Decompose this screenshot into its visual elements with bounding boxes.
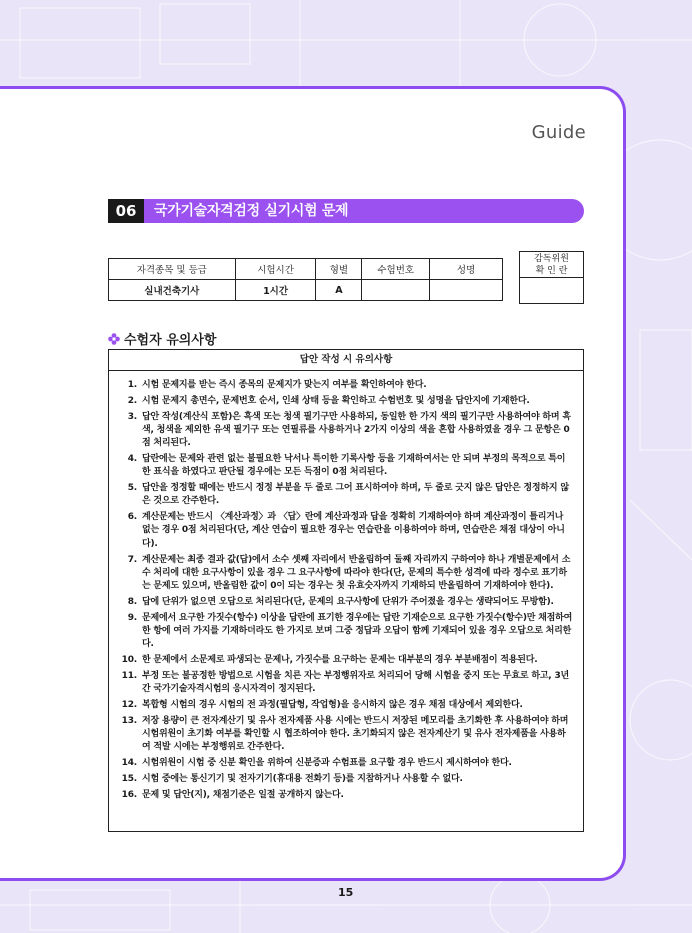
item-number: 8. [127,596,137,607]
list-item [119,511,573,551]
item-number: 11. [121,670,137,681]
value-cell-type: A [316,280,362,301]
exam-info-table [108,258,503,301]
page-number: 15 [338,886,354,899]
list-item [119,453,573,480]
list-item [119,715,573,755]
table-row [109,280,503,301]
item-text: 시험 중에는 통신기기 및 전자기기(휴대용 전화기 등)를 지참하거나 사용할 수 없다. [142,774,463,785]
inspector-label [520,252,583,278]
item-text: 답란에는 문제와 관련 없는 불필요한 낙서나 특이한 기록사항 등을 기재하여서는 안 되며 부정의 목적으로 특이한 표식을 하였다고 판단될 경우에는 모든 득점이 0점 처리된다. [142,453,566,478]
header-cell-name: 성명 [430,259,503,280]
list-item [119,612,573,652]
item-number: 5. [127,483,137,494]
list-item [119,757,573,770]
item-number: 12. [121,700,137,711]
table-header-row [109,259,503,280]
notes-heading-text: 수험자 유의사항 [124,333,217,348]
item-text: 시험위원이 시험 중 신분 확인을 위하여 신분증과 수험표를 요구할 경우 반드시 제시하여야 한다. [142,758,512,769]
guide-label: Guide [531,122,586,143]
item-number: 13. [121,715,137,726]
item-text: 한 문제에서 소문제로 파생되는 문제나, 가짓수를 요구하는 문제는 대부분의 경우 부분배점이 적용된다. [142,655,538,666]
item-number: 3. [127,411,137,422]
item-number: 4. [127,453,137,464]
header-cell-type: 형별 [316,259,362,280]
item-text: 시험 문제지 총면수, 문제번호 순서, 인쇄 상태 등을 확인하고 수험번호 및 성명을 답안지에 기재한다. [142,395,530,406]
list-item [119,379,573,392]
list-item [119,596,573,609]
header-cell-subject: 자격종목 및 등급 [109,259,236,280]
notes-list [109,371,583,802]
item-number: 2. [127,395,137,406]
value-cell-subject: 실내건축기사 [109,280,236,301]
item-text: 답에 단위가 없으면 오답으로 처리된다(단, 문제의 요구사항에 단위가 주어졌을 경우는 생략되어도 무방함). [142,596,554,607]
item-text: 부정 또는 불공정한 방법으로 시험을 치른 자는 부정행위자로 처리되어 당해 시험을 중지 또는 무효로 하고, 3년간 국가기술자격시험의 응시자격이 정지된다. [142,670,570,695]
section-number: 06 [108,199,144,223]
item-text: 답안 작성(계산식 포함)은 흑색 또는 청색 필기구만 사용하되, 동일한 한 가지 색의 필기구만 사용하여야 하며 흑색, 청색을 제외한 유색 필기구 또는 연필류를 사용하거나 2가지 이상의 색을 혼합 사용하였을 경우 그 문항은 0점 처리된다. [142,411,571,449]
item-number: 16. [121,789,137,800]
value-cell-time: 1시간 [235,280,316,301]
notes-box-title: 답안 작성 시 유의사항 [109,350,583,371]
list-item [119,789,573,802]
list-item [119,654,573,667]
item-text: 복합형 시험의 경우 시험의 전 과정(필답형, 작업형)을 응시하지 않은 경우 채점 대상에서 제외한다. [142,700,523,711]
header-cell-time: 시험시간 [235,259,316,280]
list-item [119,482,573,509]
notes-box [108,349,584,832]
list-item [119,554,573,594]
section-title: 국가기술자격검정 실기시험 문제 [154,203,349,219]
header-cell-exam-number: 수험번호 [362,259,430,280]
item-number: 15. [121,774,137,785]
inspector-label-line1: 감독위원 [534,254,569,264]
item-number: 6. [127,512,137,523]
item-text: 시험 문제지를 받는 즉시 종목의 문제지가 맞는지 여부를 확인하여야 한다. [142,380,427,390]
item-text: 문제 및 답안(지), 채점기준은 일절 공개하지 않는다. [142,789,344,800]
item-text: 계산문제는 반드시 〈계산과정〉과 〈답〉란에 계산과정과 답을 정확히 기재하여야 하며 계산과정이 틀리거나 없는 경우 0점 처리된다(단, 계산 연습이 필요한 경우는 연습란을 이용하여야 하며, 연습란은 채점 대상이 아니다). [142,512,565,549]
value-cell-name [430,280,503,301]
inspector-confirm-box [519,251,584,304]
item-number: 9. [127,612,137,623]
list-item [119,395,573,408]
item-number: 1. [127,380,137,390]
item-text: 문제에서 요구한 가짓수(항수) 이상을 답란에 표기한 경우에는 답란 기재순으로 요구한 가짓수(항수)만 채점하여 한 항에 여러 가지를 기재하더라도 한 가지로 보며 그중 정답과 오답이 함께 기재되어 있을 경우 오답으로 처리한다. [142,612,573,650]
inspector-label-line2: 확 인 란 [535,266,568,276]
item-number: 7. [127,554,137,565]
item-text: 답안을 정정할 때에는 반드시 정정 부분을 두 줄로 그어 표시하여야 하며, 두 줄로 긋지 않은 답안은 정정하지 않은 것으로 간주한다. [142,483,569,507]
item-number: 10. [121,655,137,666]
notes-heading [108,329,216,348]
list-item [119,773,573,786]
list-item [119,411,573,451]
list-item [119,699,573,712]
item-number: 14. [121,758,137,769]
flower-icon [108,333,120,345]
value-cell-exam-number [362,280,430,301]
list-item [119,670,573,697]
item-text: 계산문제는 최종 결과 값(답)에서 소수 셋째 자리에서 반올림하여 둘째 자리까지 구하여야 하나 개별문제에서 소수 처리에 대한 요구사항이 있을 경우 그 요구사항에 따라야 한다(단, 문제의 특수한 성격에 따라 정수로 표기하는 문제도 있으며, 반올림한 값이 0이 되는 경우는 첫 유효숫자까지 기재하되 반올림하여 기재하여야 한다). [142,554,571,592]
item-text: 저장 용량이 큰 전자계산기 및 유사 전자제품 사용 시에는 반드시 저장된 메모리를 초기화한 후 사용하여야 하며 시험위원이 초기화 여부를 확인할 시 협조하여야 한다. 초기화되지 않은 전자계산기 및 유사 전자제품을 사용하여 적발 시에는 부정행위로 간주한다. [142,715,569,753]
